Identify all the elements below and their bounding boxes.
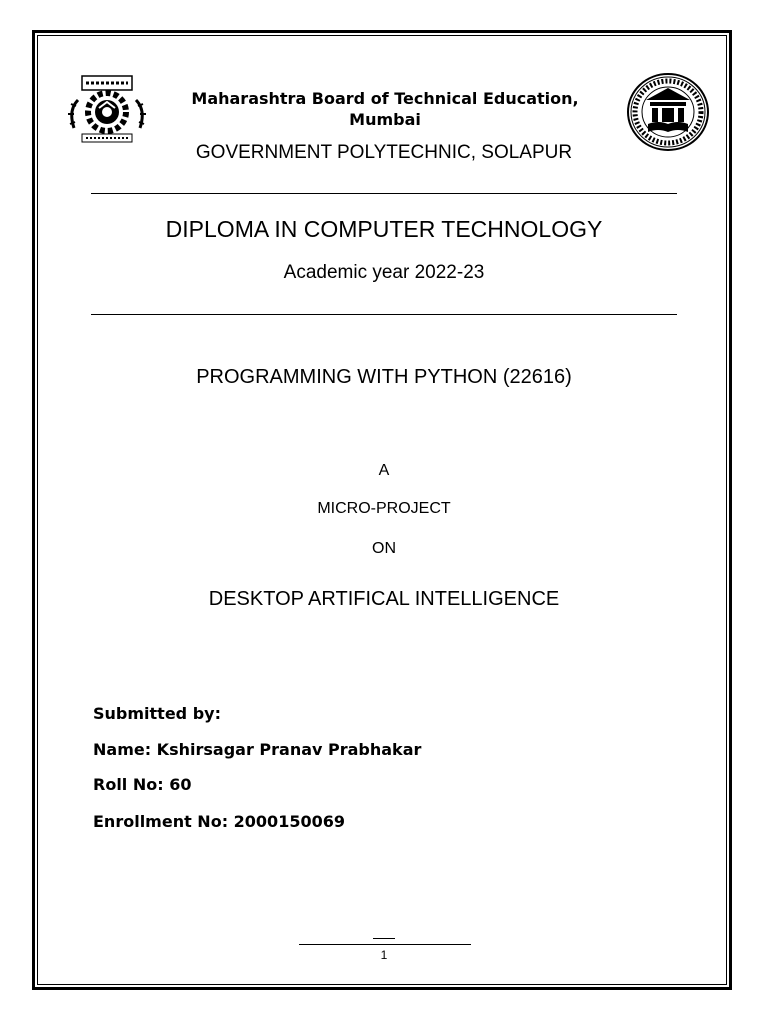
- project-line-on: ON: [372, 540, 396, 557]
- student-name: Name: Kshirsagar Pranav Prabhakar: [93, 740, 422, 759]
- msbte-seal-icon: [626, 72, 710, 152]
- roll-number: Roll No: 60: [93, 775, 192, 794]
- board-title-line1: Maharashtra Board of Technical Education,: [191, 89, 579, 108]
- project-line-a: A: [378, 462, 390, 479]
- page-number: 1: [380, 948, 388, 962]
- gear-emblem-icon: [64, 70, 150, 150]
- footer-line: [299, 944, 471, 945]
- diploma-title: DIPLOMA IN COMPUTER TECHNOLOGY: [165, 216, 603, 242]
- project-title: DESKTOP ARTIFICAL INTELLIGENCE: [208, 588, 560, 610]
- submitted-by-label: Submitted by:: [93, 704, 221, 723]
- project-type: MICRO-PROJECT: [317, 500, 451, 517]
- middle-divider: [91, 314, 677, 315]
- board-title-line2: Mumbai: [349, 110, 421, 129]
- academic-year: Academic year 2022-23: [283, 262, 485, 283]
- top-divider: [91, 193, 677, 194]
- college-name: GOVERNMENT POLYTECHNIC, SOLAPUR: [195, 142, 573, 163]
- enrollment-number: Enrollment No: 2000150069: [93, 812, 345, 831]
- footer-mini-line: [373, 938, 395, 939]
- subject-title: PROGRAMMING WITH PYTHON (22616): [196, 366, 572, 388]
- board-title: [170, 88, 600, 130]
